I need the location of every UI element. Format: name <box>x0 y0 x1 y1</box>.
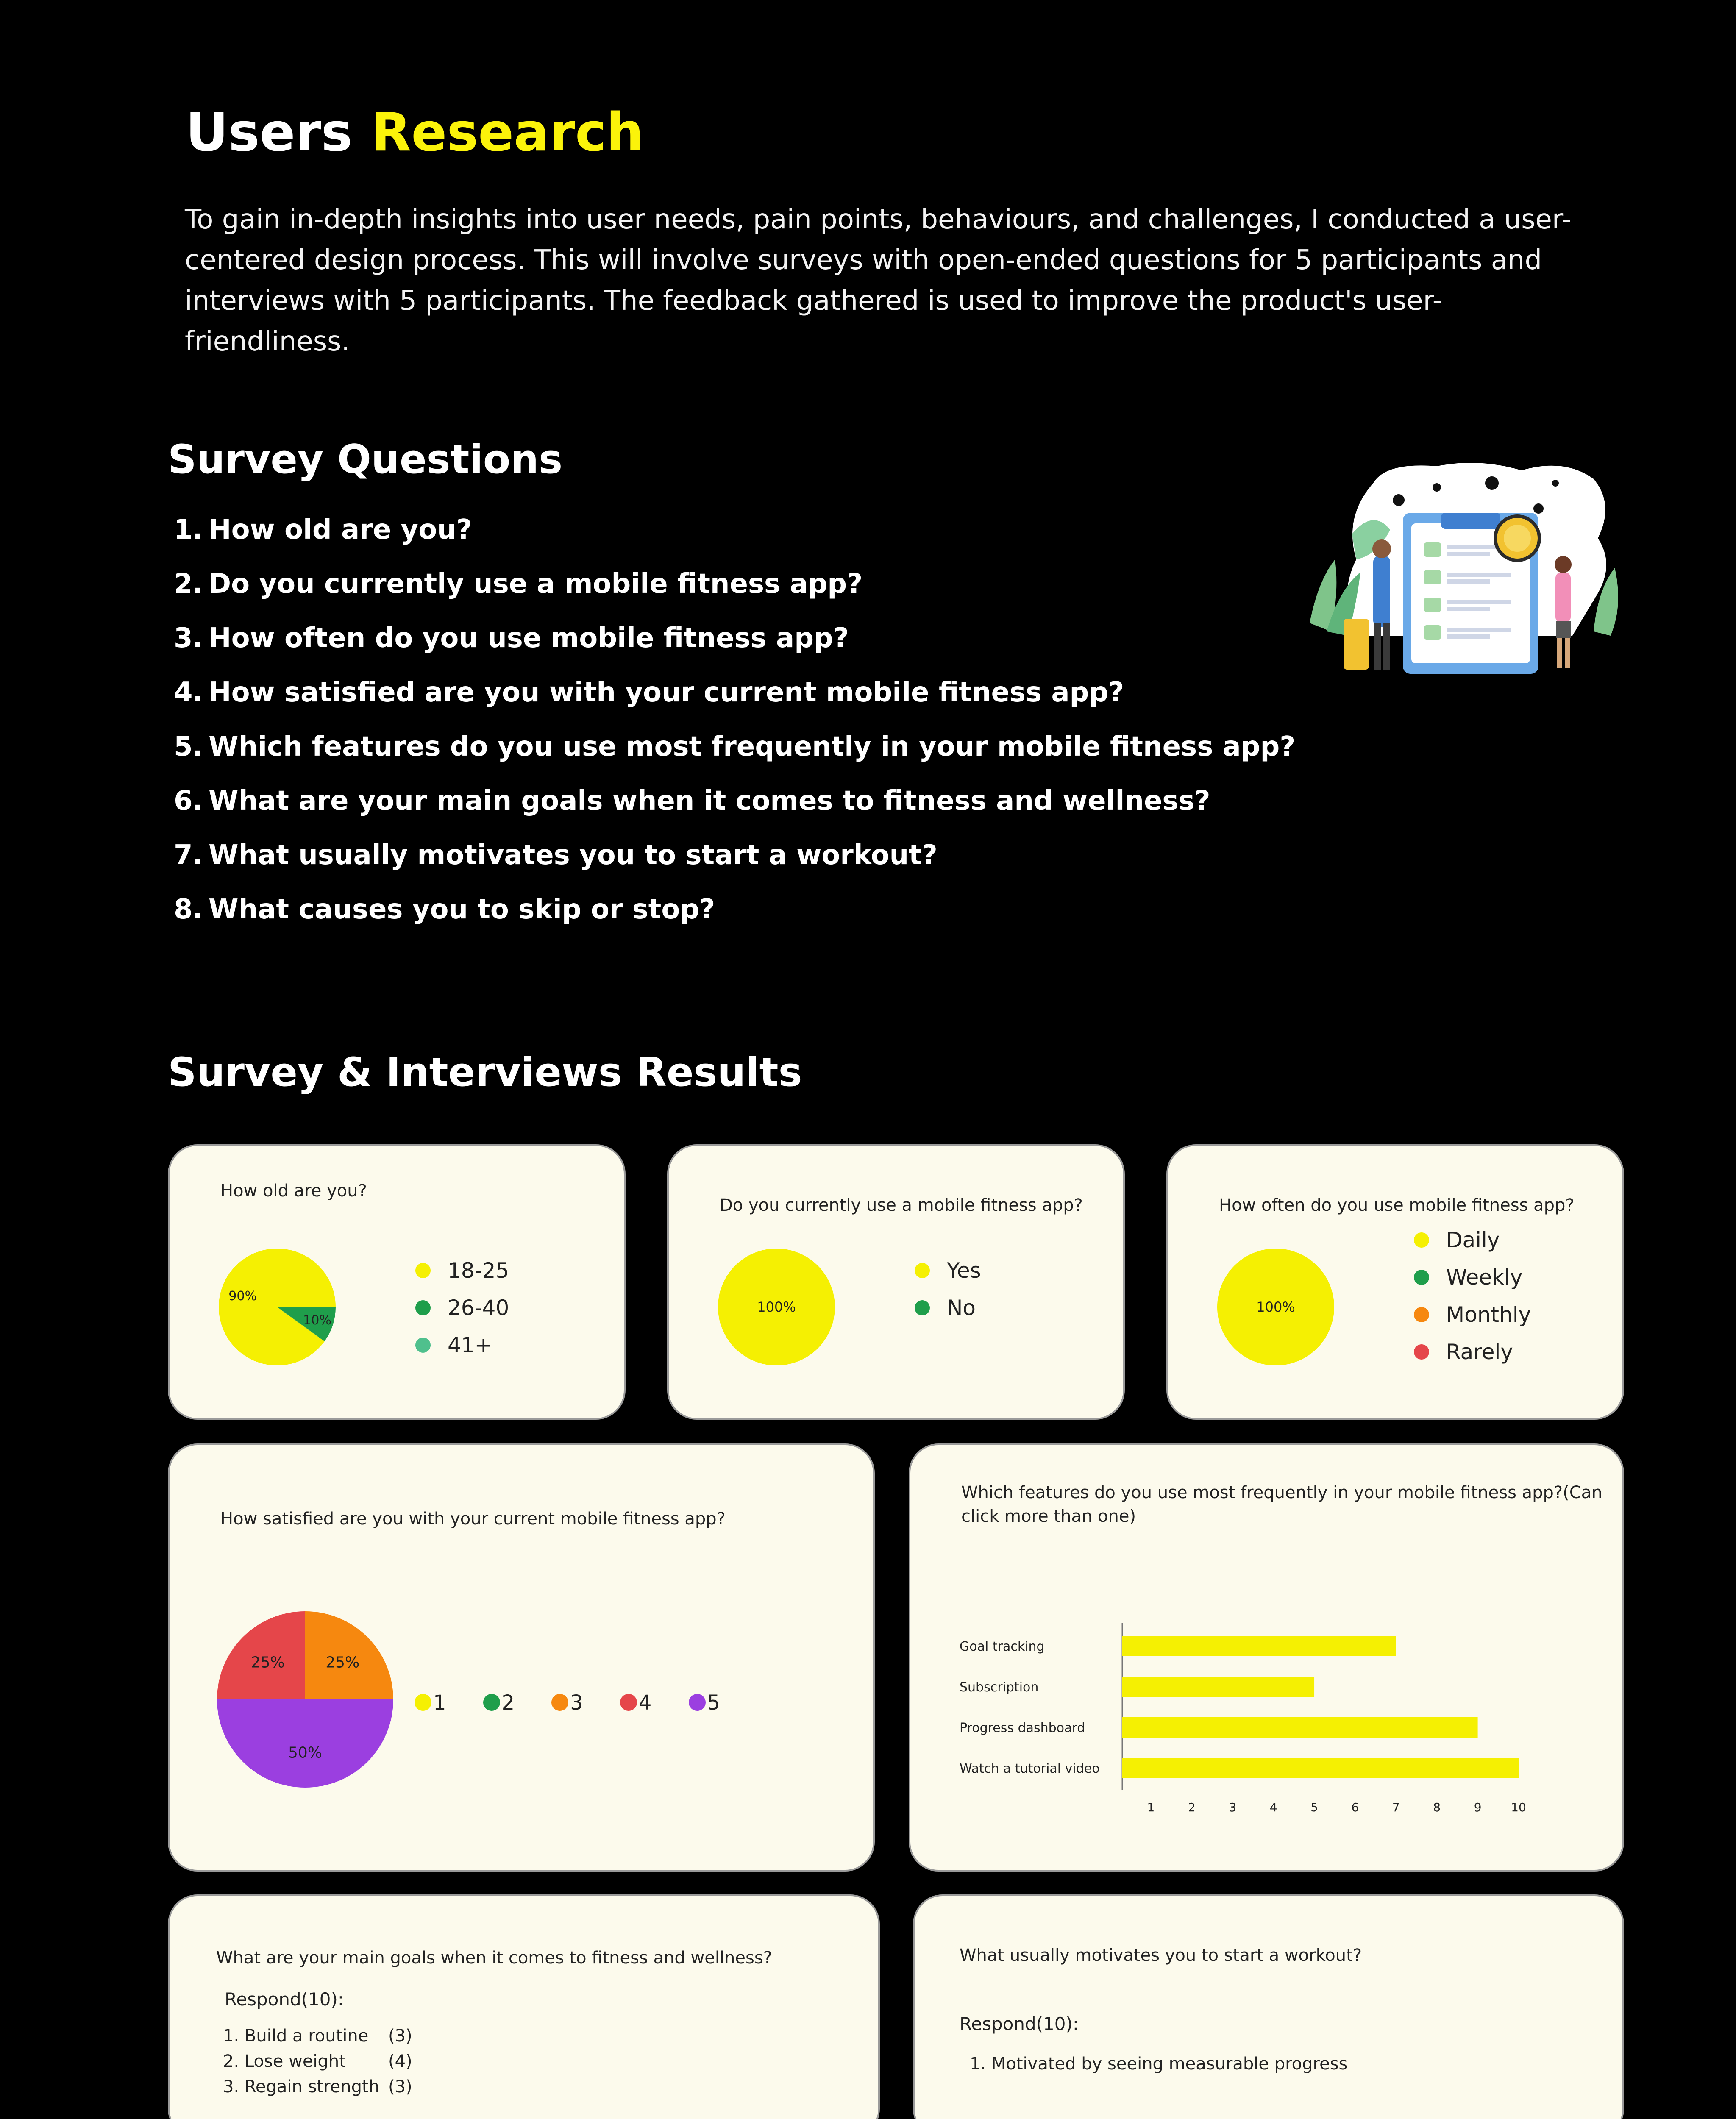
pie-chart-satisfaction <box>216 1610 394 1788</box>
answer-item <box>970 2051 1347 2077</box>
card-satisfaction <box>168 1443 875 1872</box>
legend-item <box>1414 1333 1531 1371</box>
category-label: Goal tracking <box>960 1639 1045 1654</box>
x-tick-label: 2 <box>1188 1800 1196 1814</box>
legend-dot <box>415 1338 431 1353</box>
survey-question <box>174 616 1295 670</box>
intro-paragraph: To gain in-depth insights into user needs, pain points, behaviours, and challenges, I conducted a user-centered design process. This will involve surveys with open-ended questions for 5 participants and interviews with 5 participants. The feedback gathered is used to improve the product's user-friendliness. <box>185 204 1572 357</box>
card-goals <box>168 1894 880 2119</box>
legend-label: 1 <box>433 1691 446 1715</box>
legend-frequency <box>1414 1221 1531 1371</box>
legend-label: 18-25 <box>448 1258 509 1283</box>
question-text: How often do you use mobile fitness app? <box>209 623 849 654</box>
legend-item <box>551 1691 583 1715</box>
card-question: How old are you? <box>220 1181 367 1201</box>
question-number: 3. <box>174 623 203 654</box>
legend-item <box>915 1252 981 1289</box>
card-question-line: click more than one) <box>961 1507 1136 1526</box>
legend-label: 41+ <box>448 1333 492 1357</box>
answer-item <box>223 2023 412 2049</box>
category-label: Watch a tutorial video <box>960 1761 1100 1776</box>
legend-dot <box>483 1694 500 1711</box>
answer-text: 1. Build a routine <box>223 2026 369 2046</box>
card-age <box>168 1144 626 1420</box>
survey-question-list <box>174 508 1295 942</box>
survey-questions-heading: Survey Questions <box>168 437 563 483</box>
x-tick-label: 6 <box>1351 1800 1359 1814</box>
x-tick-label: 3 <box>1229 1800 1237 1814</box>
legend-dot <box>1414 1270 1429 1285</box>
bar <box>1122 1677 1314 1697</box>
pie-chart-frequency <box>1216 1248 1335 1366</box>
legend-item <box>415 1326 509 1364</box>
question-number: 4. <box>174 677 203 708</box>
title-part-1: Users <box>186 102 353 163</box>
x-tick-label: 7 <box>1392 1800 1400 1814</box>
title-part-2: Research <box>370 102 644 163</box>
legend-dot <box>915 1263 930 1278</box>
legend-label: 3 <box>570 1691 583 1715</box>
legend-item <box>1414 1259 1531 1296</box>
survey-question <box>174 562 1295 616</box>
legend-dot <box>415 1300 431 1315</box>
survey-question <box>174 779 1295 833</box>
card-question: What usually motivates you to start a workout? <box>960 1946 1362 1965</box>
question-number: 6. <box>174 785 203 817</box>
respond-count: Respond(10): <box>225 1989 344 2010</box>
answer-list <box>223 2023 412 2100</box>
legend-item <box>620 1691 652 1715</box>
answer-text: 2. Lose weight <box>223 2052 346 2071</box>
card-question <box>961 1481 1602 1528</box>
question-number: 1. <box>174 514 203 545</box>
bar <box>1122 1758 1519 1778</box>
answer-count: (3) <box>388 2026 412 2046</box>
legend-item <box>415 1289 509 1326</box>
pie-label: 25% <box>250 1654 285 1671</box>
legend-label: Weekly <box>1446 1265 1523 1290</box>
card-question: How often do you use mobile fitness app? <box>1219 1196 1575 1215</box>
pie-label: 25% <box>326 1654 360 1671</box>
legend-label: 4 <box>638 1691 652 1715</box>
card-question: How satisfied are you with your current mobile fitness app? <box>220 1509 726 1529</box>
page-title <box>186 97 644 169</box>
legend-item <box>915 1289 981 1326</box>
card-frequency <box>1166 1144 1624 1420</box>
card-motivation <box>913 1894 1624 2119</box>
legend-dot <box>1414 1307 1429 1322</box>
category-label: Progress dashboard <box>960 1721 1085 1735</box>
bar-chart-features <box>953 1623 1589 1844</box>
question-text: How old are you? <box>209 514 472 545</box>
legend-item <box>415 1691 446 1715</box>
results-heading: Survey & Interviews Results <box>168 1049 802 1096</box>
answer-text: 3. Regain strength <box>223 2077 380 2097</box>
legend-dot <box>620 1694 637 1711</box>
x-tick-label: 10 <box>1511 1800 1526 1814</box>
question-number: 8. <box>174 894 203 925</box>
card-question-line: Which features do you use most frequently in your mobile fitness app?(Can <box>961 1483 1602 1502</box>
legend-label: 5 <box>707 1691 721 1715</box>
answer-list <box>970 2051 1347 2077</box>
legend-label: Yes <box>947 1258 981 1283</box>
survey-illustration <box>1301 453 1632 674</box>
survey-question <box>174 833 1295 887</box>
legend-label: 26-40 <box>448 1296 509 1320</box>
question-number: 5. <box>174 731 203 762</box>
legend-dot <box>689 1694 706 1711</box>
x-tick-label: 1 <box>1147 1800 1155 1814</box>
question-text: What usually motivates you to start a workout? <box>209 840 938 871</box>
answer-item <box>223 2049 412 2074</box>
question-number: 2. <box>174 568 203 600</box>
pie-slice-5 <box>217 1699 393 1788</box>
question-text: What are your main goals when it comes to fitness and wellness? <box>209 785 1210 817</box>
pie-label: 90% <box>228 1289 257 1304</box>
legend-use-app <box>915 1252 981 1326</box>
survey-question <box>174 725 1295 779</box>
legend-satisfaction <box>415 1691 755 1715</box>
survey-question <box>174 887 1295 942</box>
card-use-app <box>667 1144 1125 1420</box>
x-tick-label: 8 <box>1433 1800 1441 1814</box>
question-text: Do you currently use a mobile fitness app? <box>209 568 863 600</box>
card-features <box>909 1443 1624 1872</box>
answer-item <box>223 2074 412 2100</box>
x-tick-label: 4 <box>1269 1800 1277 1814</box>
pie-label: 10% <box>303 1313 331 1328</box>
legend-item <box>483 1691 515 1715</box>
pie-label: 100% <box>757 1299 796 1315</box>
legend-item <box>689 1691 721 1715</box>
legend-label: 2 <box>501 1691 515 1715</box>
pie-label: 100% <box>1256 1299 1295 1315</box>
legend-dot <box>551 1694 568 1711</box>
pie-label: 50% <box>288 1744 323 1762</box>
legend-dot <box>415 1263 431 1278</box>
survey-question <box>174 670 1295 725</box>
question-text: What causes you to skip or stop? <box>209 894 715 925</box>
answer-count: (4) <box>388 2052 412 2071</box>
legend-dot <box>415 1694 431 1711</box>
pie-chart-age <box>218 1248 337 1366</box>
legend-item <box>1414 1296 1531 1333</box>
bar <box>1122 1636 1396 1656</box>
x-tick-label: 5 <box>1310 1800 1318 1814</box>
legend-label: Daily <box>1446 1228 1500 1252</box>
survey-question <box>174 508 1295 562</box>
question-text: How satisfied are you with your current mobile fitness app? <box>209 677 1124 708</box>
legend-dot <box>1414 1344 1429 1360</box>
answer-count: (3) <box>388 2077 412 2097</box>
legend-item <box>415 1252 509 1289</box>
category-label: Subscription <box>960 1680 1039 1695</box>
x-tick-label: 9 <box>1474 1800 1482 1814</box>
legend-age <box>415 1252 509 1364</box>
legend-label: Monthly <box>1446 1302 1531 1327</box>
legend-dot <box>1414 1232 1429 1248</box>
respond-count: Respond(10): <box>960 2013 1079 2034</box>
answer-text: 1. Motivated by seeing measurable progress <box>970 2054 1348 2074</box>
question-number: 7. <box>174 840 203 871</box>
legend-dot <box>915 1300 930 1315</box>
legend-label: No <box>947 1296 976 1320</box>
legend-label: Rarely <box>1446 1340 1513 1364</box>
card-question: Do you currently use a mobile fitness app? <box>720 1196 1083 1215</box>
card-question: What are your main goals when it comes to fitness and wellness? <box>216 1948 772 1968</box>
bar <box>1122 1717 1478 1738</box>
legend-item <box>1414 1221 1531 1259</box>
question-text: Which features do you use most frequently in your mobile fitness app? <box>209 731 1296 762</box>
pie-chart-use-app <box>717 1248 836 1366</box>
